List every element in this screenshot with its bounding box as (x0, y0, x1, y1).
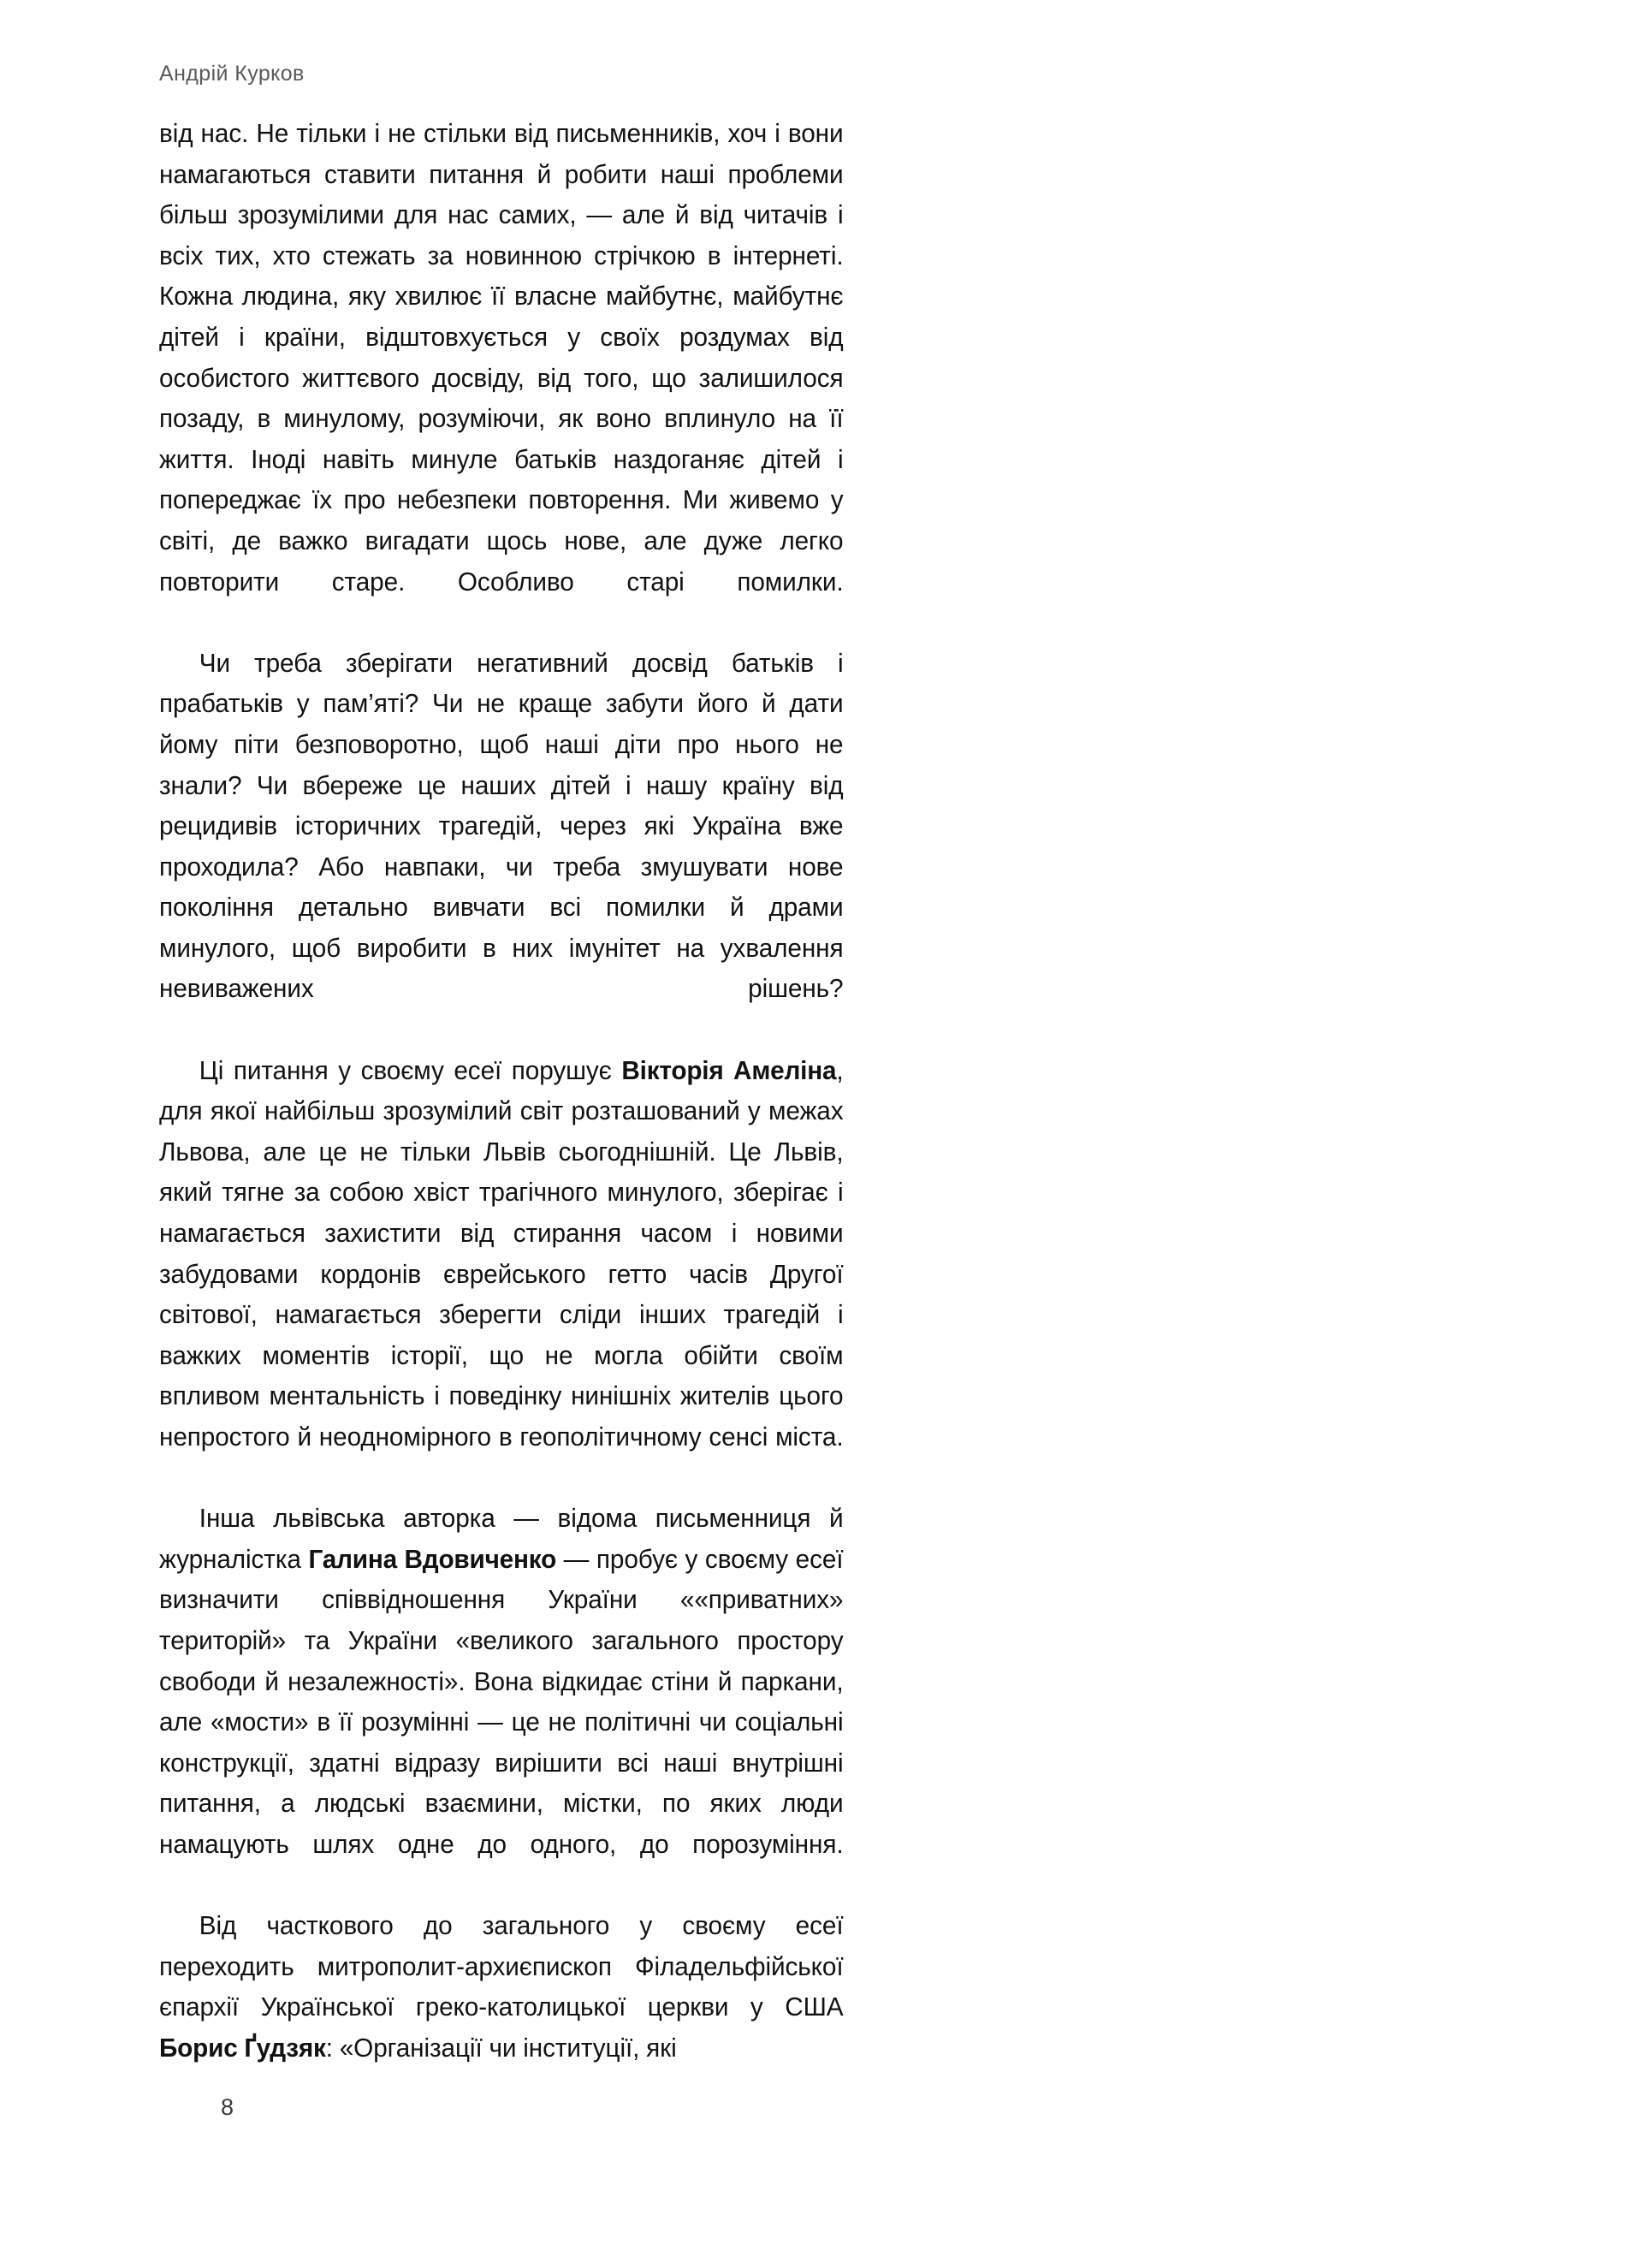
text-run: : «Організації чи інституції, які (325, 2033, 677, 2063)
page-number: 8 (221, 2094, 234, 2120)
text-run: — пробує у своєму есеї визначити співвідношення України ««приватних» територій» та України «великого загального простору свободи й незалежності». Вона відкидає стіни й паркани, але «мости» в її розумінні — це не політичні чи соціальні конструкції, здатні відразу вирішити всі наші внутрішні питання, а людські взаємини, містки, по яких люди намацують шлях одне до одного, до порозуміння. (159, 1544, 844, 1859)
text-run: Від часткового до загального у своєму есеї переходить митрополит-архиєпископ Філадельфійської єпархії Української греко-католицької церкви у США (159, 1911, 844, 2022)
paragraph (159, 114, 844, 644)
paragraph (159, 1499, 844, 1906)
running-head-author: Андрій Курков (159, 62, 305, 86)
text-run: Чи треба зберігати негативний досвід батьків і прабатьків у пам’яті? Чи не краще забути його й дати йому піти безповоротно, щоб наші діти про нього не знали? Чи вбереже це наших дітей і нашу країну від рецидивів історичних трагедій, через які Україна вже проходила? Або навпаки, чи треба змушувати нове покоління детально вивчати всі помилки й драми минулого, щоб виробити в них імунітет на ухвалення невиважених рішень? (159, 648, 844, 1004)
person-name: Галина Вдовиченко (308, 1544, 557, 1574)
person-name: Борис Ґудзяк (159, 2033, 326, 2063)
text-run: Ці питання у своєму есеї порушує (199, 1055, 622, 1085)
text-run: Інша львівська авторка — відома письменниця й журналістка (159, 1504, 844, 1574)
body-text-block (159, 114, 844, 2069)
paragraph (159, 644, 844, 1051)
paragraph (159, 1051, 844, 1499)
person-name: Вікторія Амеліна (621, 1055, 837, 1085)
paragraph (159, 1906, 844, 2069)
text-run: , для якої найбільш зрозумілий світ розташований у межах Львова, але це не тільки Львів сьогоднішній. Це Львів, який тягне за собою хвіст трагічного минулого, зберігає і намагається захистити від стирання часом і новими забудовами кордонів єврейського гетто часів Другої світової, намагається зберегти сліди інших трагедій і важких моментів історії, що не могла обійти своїм впливом ментальність і поведінку нинішніх жителів цього непростого й неодномірного в геополітичному сенсі міста. (159, 1055, 844, 1452)
text-run: від нас. Не тільки і не стільки від письменників, хоч і вони намагаються ставити питання й робити наші проблеми більш зрозумілими для нас самих, — але й від читачів і всіх тих, хто стежать за новинною стрічкою в інтернеті. Кожна людина, яку хвилює її власне майбутнє, майбутнє дітей і країни, відштовхується у своїх роздумах від особистого життєвого досвіду, від того, що залишилося позаду, в минулому, розуміючи, як воно вплинуло на її життя. Іноді навіть минуле батьків наздоганяє дітей і попереджає їх про небезпеки повторення. Ми живемо у світі, де важко вигадати щось нове, але дуже легко повторити старе. Особливо старі помилки. (159, 119, 844, 597)
